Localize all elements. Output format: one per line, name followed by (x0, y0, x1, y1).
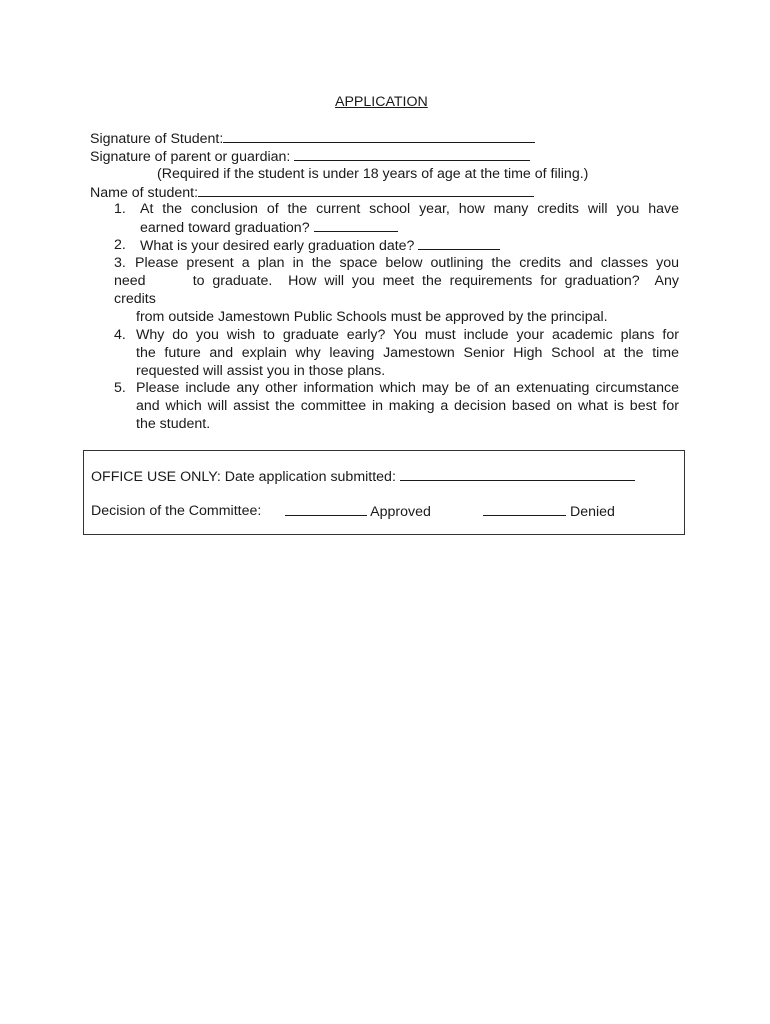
credits-earned-field[interactable] (314, 218, 398, 232)
question-2-number: 2. (114, 237, 126, 253)
question-3-line-2: need to graduate. How will you meet the requirements for graduation? Any (114, 273, 679, 289)
question-4-number: 4. (114, 327, 126, 343)
question-4-line-2: the future and explain why leaving Jamestown Senior High School at the time (136, 345, 679, 361)
required-note: (Required if the student is under 18 years of age at the time of filing.) (157, 166, 589, 182)
office-date-label: OFFICE USE ONLY: Date application submitted: (91, 469, 396, 485)
office-use-box (83, 450, 685, 535)
question-3-line-1: Please present a plan in the space below outlining the credits and classes you (135, 255, 679, 271)
signature-parent-row (90, 147, 530, 166)
name-student-label: Name of student: (90, 185, 199, 201)
approved-field[interactable] (285, 502, 367, 516)
question-1-line-2-row (140, 218, 398, 237)
name-student-field[interactable] (198, 183, 534, 197)
question-3-line-4: from outside Jamestown Public Schools must be approved by the principal. (136, 309, 608, 325)
form-title: APPLICATION (335, 94, 428, 110)
question-1-line-2: earned toward graduation? (140, 220, 310, 236)
approved-label: Approved (370, 504, 431, 520)
office-date-field[interactable] (400, 467, 635, 481)
question-4-line-1: Why do you wish to graduate early? You must include your academic plans for (136, 327, 679, 343)
denied-row (483, 502, 615, 521)
question-5-number: 5. (114, 380, 126, 396)
question-1-number: 1. (114, 201, 126, 217)
signature-parent-field[interactable] (294, 147, 530, 161)
office-date-row (91, 467, 635, 486)
question-2-row (140, 236, 500, 255)
signature-student-row (90, 129, 535, 148)
question-5-line-1: Please include any other information which may be of an extenuating circumstance (136, 380, 679, 396)
question-3-line-3: credits (114, 291, 156, 307)
approved-row (285, 502, 431, 521)
decision-row (91, 502, 261, 520)
signature-parent-label: Signature of parent or guardian: (90, 149, 291, 165)
question-1-line-1: At the conclusion of the current school year, how many credits will you have (140, 201, 679, 217)
signature-student-field[interactable] (223, 129, 535, 143)
question-2-line-1: What is your desired early graduation date? (140, 238, 415, 254)
decision-label: Decision of the Committee: (91, 503, 262, 519)
denied-label: Denied (569, 504, 615, 520)
denied-field[interactable] (483, 502, 566, 516)
question-5-line-2: and which will assist the committee in making a decision based on what is best for (136, 398, 679, 414)
question-4-line-3: requested will assist you in those plans. (136, 363, 386, 379)
graduation-date-field[interactable] (418, 236, 500, 250)
signature-student-label: Signature of Student: (90, 131, 224, 147)
question-5-line-3: the student. (136, 416, 211, 432)
question-3-number: 3. (114, 255, 126, 271)
